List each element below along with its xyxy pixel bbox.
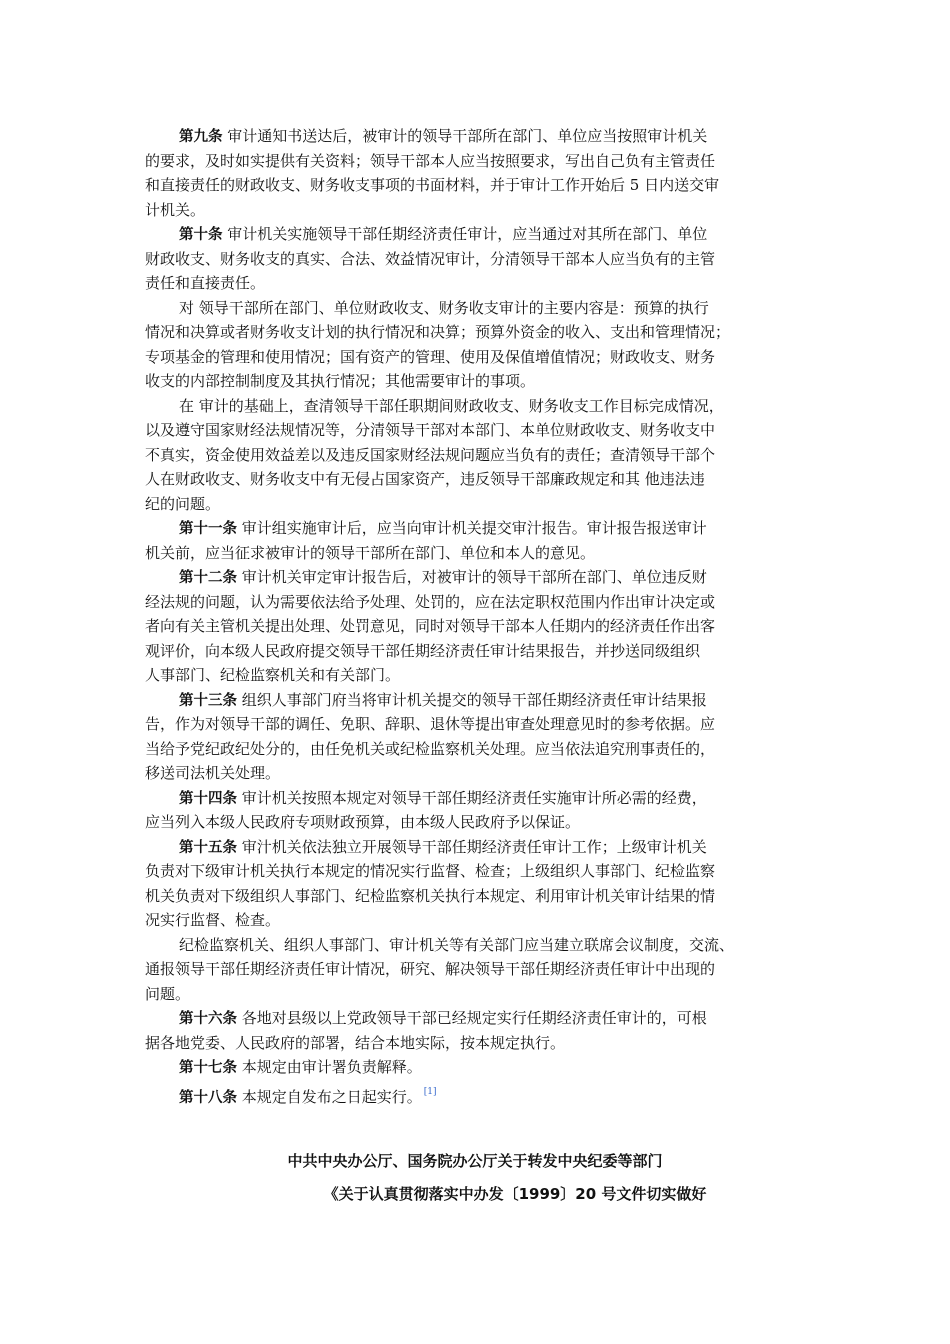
article-label: 第十一条: [179, 521, 237, 537]
article-text: 当给予党纪政纪处分的，由任免机关或纪检监察机关处理。应当依法追究刑事责任的，: [145, 739, 716, 758]
article-label: 第十二条: [179, 570, 237, 586]
text-line: [145, 173, 815, 198]
article-label: 第十条: [179, 227, 223, 243]
text-line: [145, 541, 815, 566]
article-paragraph: [145, 222, 815, 296]
article-label: 第十七条: [179, 1060, 237, 1076]
article-text: 组织人事部门府当将审计机关提交的领导干部任期经济责任审计结果报: [241, 690, 707, 709]
article-text: 机关负责对下级组织人事部门、纪检监察机关执行本规定、利用审计机关审计结果的情: [145, 886, 716, 905]
text-line: [145, 418, 815, 443]
article-paragraph: [145, 835, 815, 933]
text-line: [145, 884, 815, 909]
article-text: 本规定由审计署负责解释。: [241, 1058, 422, 1076]
article-text: 情况和决算或者财务收支计划的执行情况和决算；预算外资金的收入、支出和管理情况；: [145, 323, 731, 341]
text-line: [145, 320, 815, 345]
text-line: [145, 908, 815, 933]
text-line: [145, 222, 815, 247]
text-line: [145, 957, 815, 982]
article-text: 各地对县级以上党政领导干部已经规定实行任期经济责任审计的，可根: [241, 1009, 707, 1027]
text-line: [145, 786, 815, 811]
article-paragraph: [145, 786, 815, 835]
article-label: 第十五条: [179, 839, 237, 856]
article-paragraph: [145, 516, 815, 565]
text-line: [145, 859, 815, 884]
article-text: 的要求，及时如实提供有关资料；领导干部本人应当按照要求，写出自己负有主管责任: [145, 151, 716, 170]
text-line: [145, 394, 815, 419]
article-text: 和直接责任的财政收支、财务收支事项的书面材料，并于审计工作开始后 5 日内送交审: [145, 176, 720, 194]
article-text: 者向有关主管机关提出处理、处罚意见，同时对领导干部本人任期内的经济责任作出客: [145, 617, 716, 635]
article-text: 通报领导干部任期经济责任审计情况，研究、解决领导干部任期经济责任审计中出现的: [145, 960, 716, 978]
article-paragraph: [145, 1080, 815, 1105]
text-line: [145, 1006, 815, 1031]
text-line: [145, 565, 815, 590]
text-line: [145, 663, 815, 688]
text-line: [145, 639, 815, 664]
article-paragraph: [145, 296, 815, 394]
article-label: 第十六条: [179, 1011, 237, 1027]
text-line: [145, 1031, 815, 1056]
article-text: 问题。: [145, 984, 191, 1003]
text-line: [145, 149, 815, 174]
article-text: 专项基金的管理和使用情况；国有资产的管理、使用及保值增值情况；财政收支、财务: [145, 347, 716, 366]
article-paragraph: [145, 1006, 815, 1055]
article-text: 纪的问题。: [145, 494, 221, 513]
footnote-reference-link[interactable]: [1]: [423, 1086, 437, 1097]
text-line: [145, 124, 815, 149]
text-line: [145, 369, 815, 394]
article-text: 人事部门、纪检监察机关和有关部门。: [145, 666, 401, 684]
article-paragraph: [145, 933, 815, 1007]
text-line: [145, 614, 815, 639]
article-text: 据各地党委、人民政府的部署，结合本地实际，按本规定执行。: [145, 1033, 566, 1052]
text-line: [145, 712, 815, 737]
article-text: 不真实，资金使用效益差以及违反国家财经法规问题应当负有的责任；查清领导干部个: [145, 445, 716, 464]
article-text: 计机关。: [145, 200, 206, 219]
article-paragraph: [145, 565, 815, 688]
text-line: [145, 737, 815, 762]
article-text: 纪检监察机关、组织人事部门、审计机关等有关部门应当建立联席会议制度，交流、: [179, 935, 735, 954]
article-paragraph: [145, 394, 815, 517]
article-text: 告，作为对领导干部的调任、免职、辞职、退休等提出审查处理意见时的参考依据。应: [145, 715, 716, 733]
article-text: 应当列入本级人民政府专项财政预算，由本级人民政府予以保证。: [145, 813, 581, 831]
text-line: [145, 516, 815, 541]
article-text: 审汁机关依法独立开展领导干部任期经济责任审计工作；上级审计机关: [241, 837, 707, 856]
text-line: [145, 688, 815, 713]
article-text: 审计机关实施领导干部任期经济责任审计，应当通过对其所在部门、单位: [227, 225, 708, 243]
article-text: 审计通知书送达后，被审计的领导干部所在部门、单位应当按照审计机关: [227, 127, 708, 145]
article-label: 第十八条: [179, 1089, 237, 1106]
article-paragraph: [145, 688, 815, 786]
text-line: [145, 1080, 815, 1105]
section-heading-line-1: 中共中央办公厅、国务院办公厅关于转发中央纪委等部门: [287, 1152, 663, 1170]
article-text: 人在财政收支、财务收支中有无侵占国家资产，违反领导干部廉政规定和其 他违法违: [145, 470, 705, 488]
section-heading-line-2: 《关于认真贯彻落实中办发〔1999〕20 号文件切实做好: [323, 1185, 707, 1203]
article-text: 审计机关审定审计报告后，对被审计的领导干部所在部门、单位违反财: [241, 568, 707, 586]
text-line: [145, 761, 815, 786]
text-line: [145, 443, 815, 468]
article-text: 审计机关按照本规定对领导干部任期经济责任实施审计所必需的经费，: [241, 788, 707, 807]
text-line: [145, 467, 815, 492]
article-text: 本规定自发布之日起实行。: [241, 1087, 422, 1106]
text-line: [145, 345, 815, 370]
text-line: [145, 590, 815, 615]
article-text: 经法规的问题，认为需要依法给予处理、处罚的，应在法定职权范围内作出审计决定或: [145, 592, 716, 611]
text-line: [145, 296, 815, 321]
text-line: [145, 933, 815, 958]
text-line: [145, 1055, 815, 1080]
text-line: [145, 492, 815, 517]
article-paragraph: [145, 1055, 815, 1080]
document-body: [145, 124, 815, 1104]
article-text: 移送司法机关处理。: [145, 764, 281, 782]
text-line: [145, 835, 815, 860]
article-text: 审计组实施审计后，应当向审计机关提交审汁报告。审计报告报送审计: [241, 519, 707, 537]
article-label: 第十四条: [179, 790, 237, 807]
article-text: 收支的内部控制制度及其执行情况；其他需要审计的事项。: [145, 372, 536, 390]
article-text: 在 审计的基础上，查清领导干部任职期间财政收支、财务收支工作目标完成情况，: [179, 396, 724, 415]
text-line: [145, 247, 815, 272]
article-text: 对 领导干部所在部门、单位财政收支、财务收支审计的主要内容是：预算的执行: [179, 298, 709, 317]
text-line: [145, 982, 815, 1007]
text-line: [145, 271, 815, 296]
article-text: 财政收支、财务收支的真实、合法、效益情况审计，分清领导干部本人应当负有的主管: [145, 249, 716, 268]
article-text: 况实行监督、检查。: [145, 911, 281, 929]
text-line: [145, 198, 815, 223]
article-text: 负责对下级审计机关执行本规定的情况实行监督、检查；上级组织人事部门、纪检监察: [145, 862, 716, 880]
article-text: 机关前，应当征求被审计的领导干部所在部门、单位和本人的意见。: [145, 543, 596, 562]
article-paragraph: [145, 124, 815, 222]
article-label: 第九条: [179, 129, 223, 145]
article-text: 观评价，向本级人民政府提交领导干部任期经济责任审计结果报告，并抄送同级组织: [145, 641, 701, 660]
article-label: 第十三条: [179, 692, 237, 709]
article-text: 以及遵守国家财经法规情况等，分清领导干部对本部门、本单位财政收支、财务收支中: [145, 421, 716, 439]
article-text: 责任和直接责任。: [145, 274, 266, 292]
text-line: [145, 810, 815, 835]
